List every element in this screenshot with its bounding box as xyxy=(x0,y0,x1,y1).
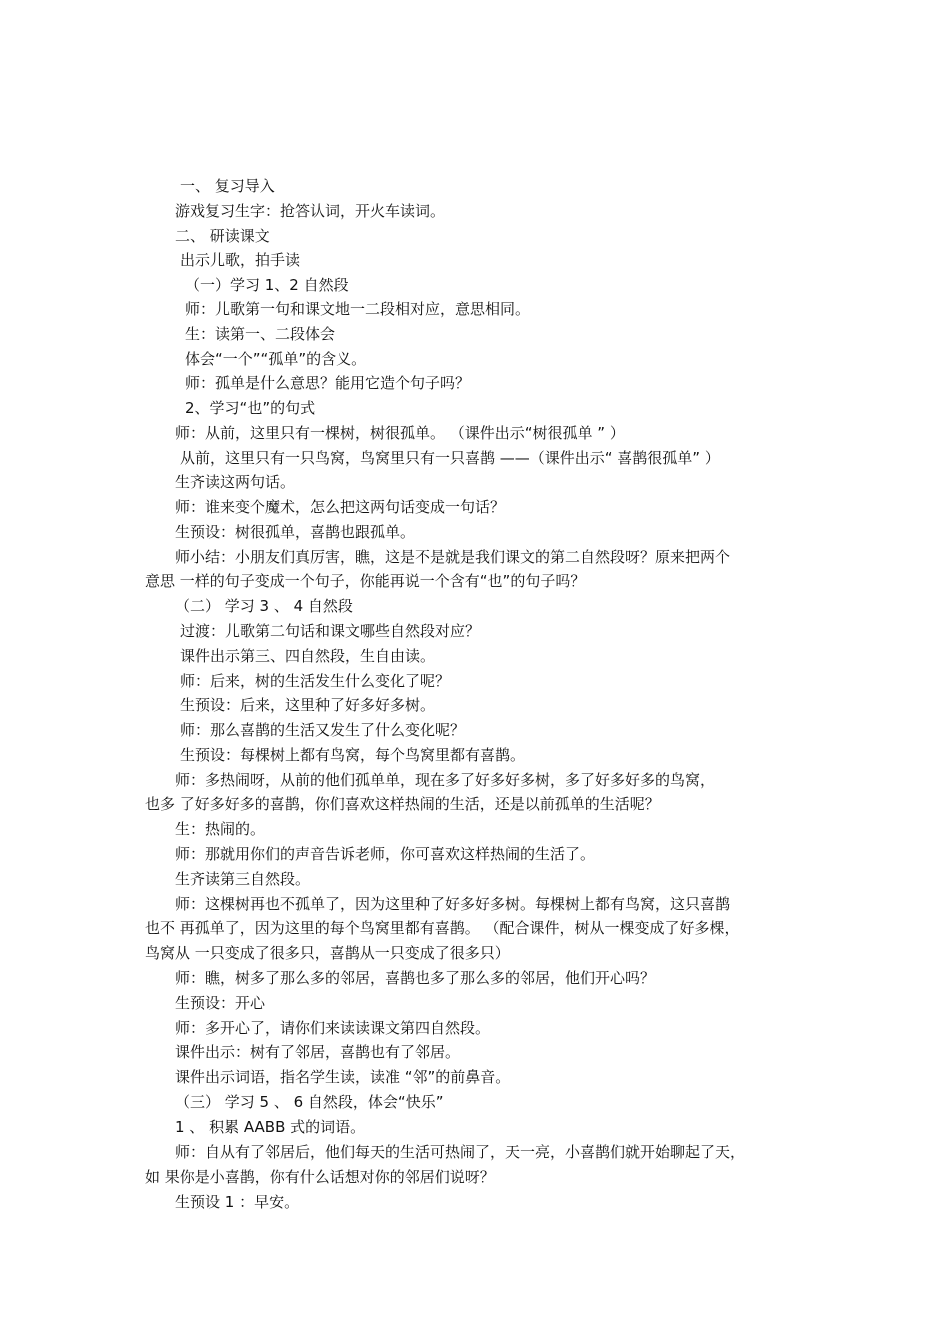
text-line: 也不 再孤单了，因为这里的每个鸟窝里都有喜鹊。 （配合课件，树从一棵变成了好多棵， xyxy=(145,919,740,937)
text-line: 课件出示词语，指名学生读，读准 “邻”的前鼻音。 xyxy=(175,1068,511,1086)
text-line: 生预设：后来，这里种了好多好多树。 xyxy=(180,696,436,714)
text-line: 生齐读第三自然段。 xyxy=(175,870,311,888)
text-line: 师：多开心了，请你们来读读课文第四自然段。 xyxy=(175,1019,491,1037)
text-line: 过渡：儿歌第二句话和课文哪些自然段对应？ xyxy=(180,622,481,640)
text-line: 如 果你是小喜鹊，你有什么话想对你的邻居们说呀？ xyxy=(145,1168,495,1186)
text-line: 师：这棵树再也不孤单了，因为这里种了好多好多树。每棵树上都有鸟窝，这只喜鹊 xyxy=(175,895,731,913)
text-line: 生预设：每棵树上都有鸟窝，每个鸟窝里都有喜鹊。 xyxy=(180,746,526,764)
text-line: 游戏复习生字：抢答认词，开火车读词。 xyxy=(175,202,446,220)
text-line: 师：从前，这里只有一棵树，树很孤单。 （课件出示“树很孤单 ” ） xyxy=(175,424,625,442)
text-line: 1 、 积累 AABB 式的词语。 xyxy=(175,1118,366,1136)
text-line: 课件出示：树有了邻居，喜鹊也有了邻居。 xyxy=(175,1043,461,1061)
text-line: 也多 了好多好多的喜鹊，你们喜欢这样热闹的生活，还是以前孤单的生活呢？ xyxy=(145,795,660,813)
heading-review-intro: 一、 复习导入 xyxy=(180,177,275,195)
text-line: 体会“一个”“孤单”的含义。 xyxy=(185,350,367,368)
text-line: 课件出示第三、四自然段，生自由读。 xyxy=(180,647,436,665)
text-line: 生：热闹的。 xyxy=(175,820,266,838)
text-line: 鸟窝从 一只变成了很多只，喜鹊从一只变成了很多只） xyxy=(145,944,510,962)
text-line: 师：瞧，树多了那么多的邻居，喜鹊也多了那么多的邻居，他们开心吗？ xyxy=(175,969,656,987)
text-line: 师小结：小朋友们真厉害，瞧，这是不是就是我们课文的第二自然段呀？原来把两个 xyxy=(175,548,731,566)
text-line: 师：那就用你们的声音告诉老师，你可喜欢这样热闹的生活了。 xyxy=(175,845,596,863)
text-line: 师：那么喜鹊的生活又发生了什么变化呢？ xyxy=(180,721,466,739)
subheading-section-2: （二） 学习 3 、 4 自然段 xyxy=(175,597,353,615)
text-line: 师：孤单是什么意思？能用它造个句子吗？ xyxy=(185,374,471,392)
text-line: 生：读第一、二段体会 xyxy=(185,325,336,343)
text-line: 师：自从有了邻居后，他们每天的生活可热闹了，天一亮，小喜鹊们就开始聊起了天， xyxy=(175,1143,746,1161)
text-line: 生齐读这两句话。 xyxy=(175,473,296,491)
subheading-section-1: （一）学习 1、2 自然段 xyxy=(185,276,349,294)
text-line: 生预设 1 ：早安。 xyxy=(175,1193,300,1211)
text-line: 意思 一样的句子变成一个句子，你能再说一个含有“也”的句子吗？ xyxy=(145,572,586,590)
text-line: 师：谁来变个魔术，怎么把这两句话变成一句话？ xyxy=(175,498,506,516)
text-line: 师：多热闹呀，从前的他们孤单单，现在多了好多好多树，多了好多好多的鸟窝， xyxy=(175,771,716,789)
text-line: 生预设：开心 xyxy=(175,994,266,1012)
subheading-section-3: （三） 学习 5 、 6 自然段，体会“快乐” xyxy=(175,1093,444,1111)
text-line: 师：后来，树的生活发生什么变化了呢？ xyxy=(180,672,451,690)
text-line: 2、学习“也”的句式 xyxy=(185,399,316,417)
text-line: 从前，这里只有一只鸟窝，鸟窝里只有一只喜鹊 ——（课件出示“ 喜鹊很孤单” ） xyxy=(180,449,720,467)
text-line: 师：儿歌第一句和课文地一二段相对应，意思相同。 xyxy=(185,300,531,318)
text-line: 出示儿歌，拍手读 xyxy=(180,251,301,269)
text-line: 生预设：树很孤单，喜鹊也跟孤单。 xyxy=(175,523,416,541)
heading-study-text: 二、 研读课文 xyxy=(175,227,270,245)
